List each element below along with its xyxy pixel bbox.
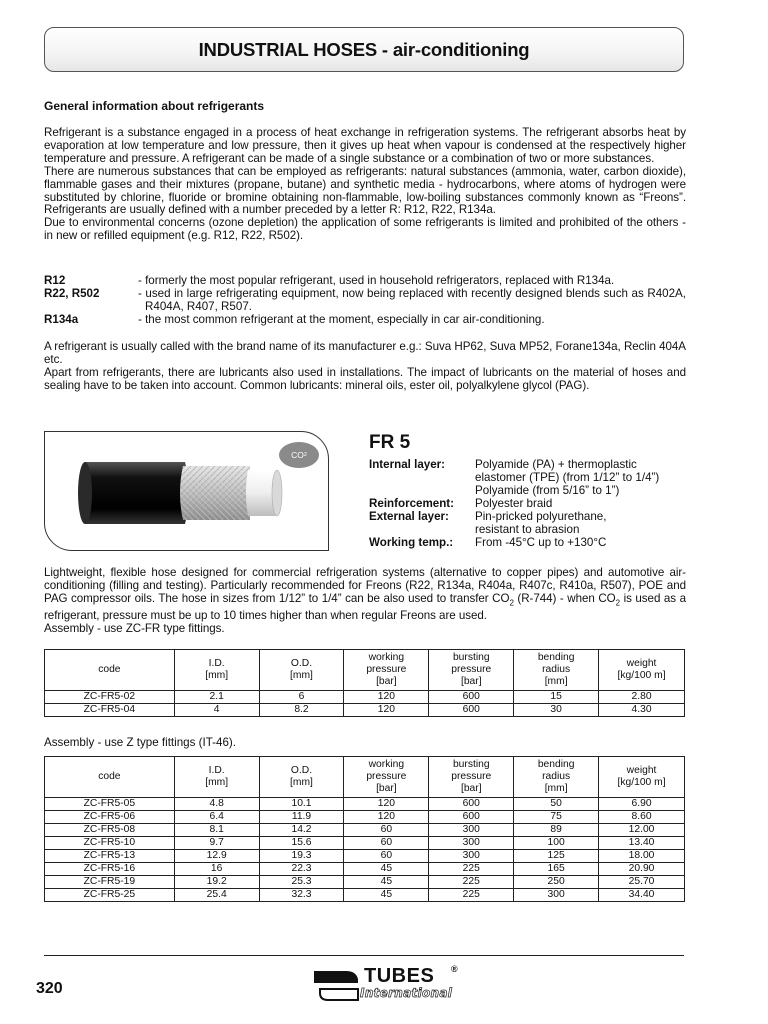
table-cell: 20.90 [599, 863, 685, 876]
definition-term: R22, R502 [44, 287, 100, 300]
column-header [174, 757, 259, 798]
definition-row [44, 274, 686, 287]
table-cell: 300 [429, 850, 514, 863]
table-cell: 120 [344, 811, 429, 824]
spec-table-zc [44, 649, 685, 717]
product-name: FR 5 [369, 432, 411, 453]
table-row [45, 837, 685, 850]
table-cell: 30 [514, 704, 599, 717]
table-row [45, 691, 685, 704]
table-cell: 8.2 [259, 704, 344, 717]
spec-line: Polyamide (from 5/16” to 1”) [475, 484, 620, 497]
intro-paragraph: Refrigerant is a substance engaged in a process of heat exchange in refrigeration systems. The refrigerant absorbs heat by evaporation at low temperature and low pressure, then it gives up heat when vapour is condensed at the respectively higher temperature and pressure. A refrigerant can be made of a single substance or a combination of two or more substances. [44, 126, 686, 165]
column-header-line: [kg/100 m] [617, 670, 666, 681]
table-cell: 10.1 [259, 798, 344, 811]
spec-value [475, 536, 687, 549]
table-cell: 125 [514, 850, 599, 863]
table-row [45, 824, 685, 837]
table-cell: 600 [429, 798, 514, 811]
hose-image-frame [44, 431, 329, 551]
column-header-line: code [98, 664, 121, 675]
table-cell: 25.3 [259, 876, 344, 889]
table-row [45, 889, 685, 902]
column-header-line: [mm] [290, 670, 313, 681]
table-cell: 120 [344, 691, 429, 704]
product-code-cell: ZC-FR5-25 [45, 889, 175, 902]
table-cell: 25.4 [174, 889, 259, 902]
registered-mark: ® [451, 964, 458, 974]
column-header [45, 757, 175, 798]
product-code-cell: ZC-FR5-04 [45, 704, 175, 717]
column-header [259, 650, 344, 691]
column-header-line: I.D. [208, 658, 225, 669]
table-cell: 18.00 [599, 850, 685, 863]
definition-text: - the most common refrigerant at the moment, especially in car air-conditioning. [138, 313, 545, 326]
spec-row [369, 510, 687, 536]
footer-divider [44, 955, 684, 956]
table-cell: 19.3 [259, 850, 344, 863]
table-cell: 89 [514, 824, 599, 837]
column-header-line: [mm] [544, 676, 568, 687]
table-cell: 19.2 [174, 876, 259, 889]
table-head [45, 650, 685, 691]
spec-value [475, 497, 687, 510]
co2-subscript: 2 [615, 598, 621, 608]
table-header-row [45, 757, 685, 798]
table-cell: 300 [429, 824, 514, 837]
table-cell: 9.7 [174, 837, 259, 850]
intro-paragraph: There are numerous substances that can be employed as refrigerants: natural substances (ammonia, water, carbon dioxide), flammable gases and their mixtures (propane, butane) and synthetic media - hydrocarbons, where atoms of hydrogen were substituted by chlorine, fluoride or bromine obtaining non-flammable, low-boiling substances commonly known as “Freons”. Refrigerants are usually defined with a number preceded by a letter R: R12, R22, R134a. [44, 164, 686, 217]
spec-label: Internal layer: [369, 458, 446, 471]
table-cell: 11.9 [259, 811, 344, 824]
table-row [45, 704, 685, 717]
column-header-line: O.D. [290, 658, 313, 669]
co2-badge [279, 442, 319, 468]
assembly-note: Assembly - use ZC-FR type fittings. [44, 621, 225, 635]
column-header-line: code [98, 771, 121, 782]
table-cell: 225 [429, 876, 514, 889]
table-cell: 120 [344, 798, 429, 811]
table-cell: 225 [429, 889, 514, 902]
table-head [45, 757, 685, 798]
product-code-cell: ZC-FR5-05 [45, 798, 175, 811]
column-header [259, 757, 344, 798]
product-code-cell: ZC-FR5-13 [45, 850, 175, 863]
table-cell: 4.8 [174, 798, 259, 811]
description-part: is used as a refrigerant, pressure must be up to 10 times higher than when regular Freons are used. [44, 591, 686, 623]
logo-text: TUBES [364, 965, 435, 987]
table-cell: 165 [514, 863, 599, 876]
section-title: General information about refrigerants [44, 99, 265, 113]
table-cell: 4.30 [599, 704, 685, 717]
table-cell: 300 [429, 837, 514, 850]
definition-term: R134a [44, 313, 79, 326]
brand-text [44, 341, 686, 393]
table-body [45, 798, 685, 902]
spec-row [369, 536, 687, 549]
spec-line: elastomer (TPE) (from 1/12” to 1/4”) [475, 471, 660, 484]
table-cell: 13.40 [599, 837, 685, 850]
tubes-logo [312, 965, 462, 1005]
table-cell: 225 [429, 863, 514, 876]
table-cell: 45 [344, 889, 429, 902]
product-code-cell: ZC-FR5-02 [45, 691, 175, 704]
column-header [45, 650, 175, 691]
column-header-line: bending [537, 759, 575, 770]
definition-text: - formerly the most popular refrigerant, used in household refrigerators, replaced with R134a. [138, 274, 615, 287]
product-code-cell: ZC-FR5-16 [45, 863, 175, 876]
table-cell: 4 [174, 704, 259, 717]
table-cell: 22.3 [259, 863, 344, 876]
column-header-line: working [368, 652, 405, 663]
table-cell: 34.40 [599, 889, 685, 902]
column-header-line: pressure [451, 771, 492, 782]
column-header-line: [kg/100 m] [617, 777, 666, 788]
table-cell: 600 [429, 691, 514, 704]
table-header-row [45, 650, 685, 691]
co2-badge-subscript: 2 [303, 452, 307, 458]
table-cell: 250 [514, 876, 599, 889]
definition-term: R12 [44, 274, 66, 287]
table-cell: 12.00 [599, 824, 685, 837]
definition-text: - used in large refrigerating equipment, now being replaced with recently designed blends such as R402A, R404A, R407, R507. [138, 287, 686, 313]
product-code-cell: ZC-FR5-06 [45, 811, 175, 824]
description-part: (R-744) - when CO [513, 591, 616, 605]
table-cell: 300 [514, 889, 599, 902]
table-cell: 120 [344, 704, 429, 717]
spec-label: Reinforcement: [369, 497, 455, 510]
column-header-line: radius [542, 771, 571, 782]
spec-value [475, 458, 687, 497]
table-cell: 6.90 [599, 798, 685, 811]
table-cell: 8.60 [599, 811, 685, 824]
column-header-line: [bar] [460, 676, 482, 687]
column-header [599, 650, 685, 691]
spec-value [475, 510, 687, 536]
tubes-logo-icon [312, 967, 362, 1003]
column-header-line: bursting [452, 652, 490, 663]
column-header-line: O.D. [290, 765, 313, 776]
column-header-line: weight [626, 658, 657, 669]
spec-line: resistant to abrasion [475, 523, 580, 536]
table-cell: 45 [344, 876, 429, 889]
table-cell: 14.2 [259, 824, 344, 837]
table-cell: 45 [344, 863, 429, 876]
table-row [45, 811, 685, 824]
spec-table-z [44, 756, 685, 902]
table-body [45, 691, 685, 717]
column-header-line: bursting [452, 759, 490, 770]
co2-subscript: 2 [509, 598, 514, 608]
spec-label: External layer: [369, 510, 449, 523]
table-cell: 60 [344, 824, 429, 837]
table-cell: 25.70 [599, 876, 685, 889]
spec-line: Polyamide (PA) + thermoplastic [475, 458, 637, 471]
table-row [45, 863, 685, 876]
column-header [599, 757, 685, 798]
brand-paragraph: Apart from refrigerants, there are lubricants also used in installations. The impact of lubricants on the material of hoses and sealing have to be taken into account. Common lubricants: mineral oils, ester oil, polyalkylene glycol (PAG). [44, 365, 686, 392]
column-header-line: bending [537, 652, 575, 663]
assembly-note-2: Assembly - use Z type fittings (IT-46). [44, 736, 236, 749]
table-cell: 16 [174, 863, 259, 876]
column-header [429, 650, 514, 691]
column-header [514, 757, 599, 798]
spec-line: From -45°C up to +130°C [475, 536, 607, 549]
column-header-line: pressure [366, 771, 407, 782]
column-header [344, 650, 429, 691]
spec-label: Working temp.: [369, 536, 454, 549]
column-header-line: [bar] [460, 783, 482, 794]
product-code-cell: ZC-FR5-08 [45, 824, 175, 837]
column-header [429, 757, 514, 798]
table-row [45, 850, 685, 863]
product-description [44, 567, 686, 636]
table-cell: 15 [514, 691, 599, 704]
column-header-line: working [368, 759, 405, 770]
table-cell: 12.9 [174, 850, 259, 863]
column-header-line: radius [542, 664, 571, 675]
description-part: Lightweight, flexible hose designed for commercial refrigeration systems (alternative to copper pipes) and automotive air-conditioning (filling and testing). Particularly recommended for Freons (R22, R134a, R404a, R407c, R410a, R507), POE and PAG compressor oils. The hose in sizes from 1/12” to 1/4” can be also used to transfer CO [44, 566, 686, 605]
table-cell: 2.80 [599, 691, 685, 704]
product-code-cell: ZC-FR5-10 [45, 837, 175, 850]
column-header [344, 757, 429, 798]
page-title: INDUSTRIAL HOSES - air-conditioning [44, 27, 684, 72]
spec-line: Polyester braid [475, 497, 553, 510]
table-cell: 2.1 [174, 691, 259, 704]
table-cell: 75 [514, 811, 599, 824]
table-cell: 100 [514, 837, 599, 850]
column-header-line: [mm] [544, 783, 568, 794]
spec-row [369, 458, 687, 497]
column-header-line: [bar] [376, 676, 397, 687]
product-specs [369, 458, 687, 549]
spec-row [369, 497, 687, 510]
table-cell: 600 [429, 811, 514, 824]
definition-row [44, 313, 686, 326]
table-cell: 50 [514, 798, 599, 811]
intro-text [44, 127, 686, 243]
table-cell: 60 [344, 837, 429, 850]
column-header-line: pressure [451, 664, 492, 675]
table-cell: 60 [344, 850, 429, 863]
refrigerant-definitions [44, 274, 686, 326]
table-cell: 6.4 [174, 811, 259, 824]
page-number: 320 [36, 980, 63, 997]
column-header-line: [mm] [290, 777, 313, 788]
column-header-line: pressure [366, 664, 407, 675]
column-header-line: weight [626, 765, 657, 776]
table-row [45, 876, 685, 889]
intro-paragraph: Due to environmental concerns (ozone depletion) the application of some refrigerants is limited and prohibited of the others - in new or refilled equipment (e.g. R12, R22, R502). [44, 216, 686, 243]
spec-line: Pin-pricked polyurethane, [475, 510, 607, 523]
product-code-cell: ZC-FR5-19 [45, 876, 175, 889]
co2-badge-text: CO [291, 450, 304, 460]
table-row [45, 798, 685, 811]
table-cell: 600 [429, 704, 514, 717]
logo-subtext: International [360, 986, 453, 1000]
table-cell: 8.1 [174, 824, 259, 837]
definition-row [44, 287, 686, 313]
table-cell: 32.3 [259, 889, 344, 902]
column-header [174, 650, 259, 691]
column-header [514, 650, 599, 691]
brand-paragraph: A refrigerant is usually called with the brand name of its manufacturer e.g.: Suva HP62, Suva MP52, Forane134a, Reclin 404A etc. [44, 340, 686, 366]
column-header-line: [mm] [205, 670, 229, 681]
table-cell: 6 [259, 691, 344, 704]
column-header-line: [bar] [376, 783, 397, 794]
column-header-line: [mm] [205, 777, 229, 788]
column-header-line: I.D. [208, 765, 225, 776]
table-cell: 15.6 [259, 837, 344, 850]
description-paragraph [44, 567, 686, 623]
